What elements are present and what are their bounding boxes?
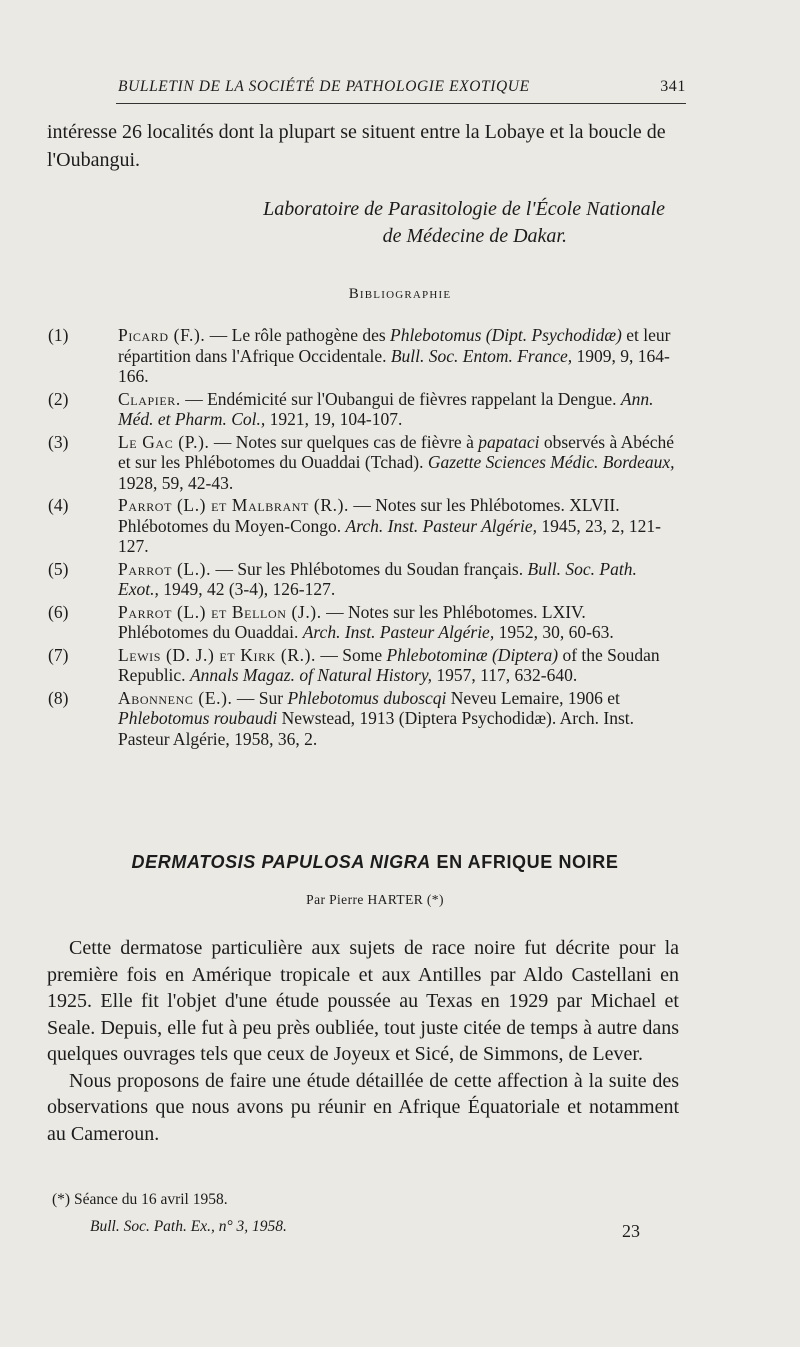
intro-paragraph: intéresse 26 localités dont la plupart se situent entre la Lobaye et la boucle de l'Oubangui. xyxy=(47,121,666,171)
reference-author: Parrot (L.) et Malbrant (R.). xyxy=(118,495,349,515)
article-title xyxy=(0,852,750,873)
reference-italic: Arch. Inst. Pasteur Algérie, xyxy=(345,515,538,536)
article-title-rest: EN AFRIQUE NOIRE xyxy=(430,852,619,872)
reference-text: Newstead, 1913 (Diptera Psychodidæ). Arch. Inst. Pasteur Algérie, 1958, 36, 2. xyxy=(118,708,635,749)
reference-number: (2) xyxy=(48,388,69,409)
reference-author: Parrot (L.). xyxy=(118,558,212,579)
reference-author: Le Gac (P.). xyxy=(118,431,210,452)
reference-number: (6) xyxy=(48,601,69,622)
reference-italic: Phlebotomus duboscqi xyxy=(287,687,447,708)
reference-italic: Bull. Soc. Entom. France, xyxy=(390,345,573,366)
reference-italic: Ann. Méd. et Pharm. Col., xyxy=(118,388,654,429)
reference-text: 1928, 59, 42-43. xyxy=(118,472,234,493)
reference-text: 1921, 19, 104-107. xyxy=(265,409,403,429)
article-body xyxy=(47,935,679,1147)
reference-text: — Le rôle pathogène des xyxy=(205,325,391,345)
reference-item xyxy=(48,602,680,643)
reference-number: (8) xyxy=(48,687,69,708)
reference-italic: Phlebotominæ (Diptera) xyxy=(386,644,559,665)
footer-page-label: 23 xyxy=(622,1221,640,1241)
reference-text: et leur répartition dans l'Afrique Occidentale. xyxy=(118,325,671,366)
reference-item xyxy=(48,688,680,750)
reference-item xyxy=(48,559,680,600)
reference-text: 1909, 9, 164-166. xyxy=(118,345,670,386)
reference-number: (3) xyxy=(48,431,69,452)
running-header xyxy=(118,78,686,96)
reference-italic: Bull. Soc. Path. Exot., xyxy=(118,558,637,599)
reference-text: of the Soudan Republic. xyxy=(118,644,660,685)
reference-number: (5) xyxy=(48,558,69,579)
reference-item xyxy=(48,495,680,557)
footnote xyxy=(52,1186,682,1240)
reference-italic: Arch. Inst. Pasteur Algérie, xyxy=(302,622,495,642)
affiliation-line-2: de Médecine de Dakar. xyxy=(382,225,567,247)
reference-text: — Endémicité sur l'Oubangui de fièvres rappelant la Dengue. xyxy=(180,388,621,409)
reference-number: (4) xyxy=(48,495,69,515)
reference-italic: Gazette Sciences Médic. Bordeaux, xyxy=(427,452,675,472)
reference-text: Neveu Lemaire, 1906 et xyxy=(446,687,620,708)
reference-text: 1945, 23, 2, 121-127. xyxy=(118,515,661,556)
reference-text: 1952, 30, 60-63. xyxy=(494,622,614,642)
reference-item xyxy=(48,432,680,494)
reference-text: — Notes sur les Phlébotomes. LXIV. Phlébotomes du Ouaddai. xyxy=(118,601,586,642)
reference-item xyxy=(48,389,680,430)
reference-italic: Phlebotomus roubaudi xyxy=(118,708,278,728)
reference-number: (7) xyxy=(48,644,69,665)
reference-author: Abonnenc (E.). xyxy=(118,687,233,708)
reference-text: — Sur les Phlébotomes du Soudan français. xyxy=(211,558,528,579)
article-title-italic: DERMATOSIS PAPULOSA NIGRA xyxy=(131,852,431,872)
reference-number: (1) xyxy=(48,325,69,345)
reference-text: 1957, 117, 632-640. xyxy=(432,665,578,685)
reference-text: — Sur xyxy=(232,687,288,708)
author-byline: Par Pierre HARTER (*) xyxy=(306,892,444,907)
affiliation xyxy=(0,196,665,250)
page-number: 341 xyxy=(660,78,686,95)
reference-italic: papataci xyxy=(478,431,540,452)
reference-author: Clapier. xyxy=(118,388,181,409)
reference-author: Lewis (D. J.) et Kirk (R.). xyxy=(118,644,316,665)
reference-text: — Notes sur quelques cas de fièvre à xyxy=(209,431,479,452)
reference-list xyxy=(48,325,680,751)
reference-text: — Some xyxy=(316,644,387,665)
body-paragraph-2: Nous proposons de faire une étude détaillée de cette affection à la suite des observations que nous avons pu réunir en Afrique Équatoriale et notamment au Cameroun. xyxy=(47,1069,679,1145)
reference-text: 1949, 42 (3-4), 126-127. xyxy=(158,579,336,599)
running-title: BULLETIN DE LA SOCIÉTÉ DE PATHOLOGIE EXOTIQUE xyxy=(118,78,530,95)
reference-author: Parrot (L.) et Bellon (J.). xyxy=(118,601,322,622)
reference-item xyxy=(48,325,680,387)
affiliation-line-1: Laboratoire de Parasitologie de l'École Nationale xyxy=(263,198,665,220)
reference-italic: Annals Magaz. of Natural History, xyxy=(189,665,433,685)
reference-text: — Notes sur les Phlébotomes. XLVII. Phlébotomes du Moyen-Congo. xyxy=(118,495,620,536)
reference-item xyxy=(48,645,680,686)
reference-author: Picard (F.). xyxy=(118,325,206,345)
body-paragraph-1: Cette dermatose particulière aux sujets de race noire fut décrite pour la première fois en Amérique tropicale et aux Antilles par Aldo Castellani en 1925. Elle fit l'objet d'une étude poussée au Texas en 1929 par Michael et Seale. Depuis, elle fut à peu près oubliée, tout juste citée de temps à autre dans quelques ouvrages tels que ceux de Joyeux et Sicé, de Simmons, de Lever. xyxy=(47,937,679,1065)
footnote-line-1: (*) Séance du 16 avril 1958. xyxy=(52,1191,228,1208)
bibliography-heading: Bibliographie xyxy=(348,286,452,302)
header-rule xyxy=(116,103,686,104)
reference-text: observés à Abéché et sur les Phlébotomes du Ouaddai (Tchad). xyxy=(118,431,675,472)
footnote-line-2: Bull. Soc. Path. Ex., n° 3, 1958. xyxy=(90,1218,287,1235)
reference-italic: Phlebotomus (Dipt. Psychodidæ) xyxy=(390,325,622,345)
